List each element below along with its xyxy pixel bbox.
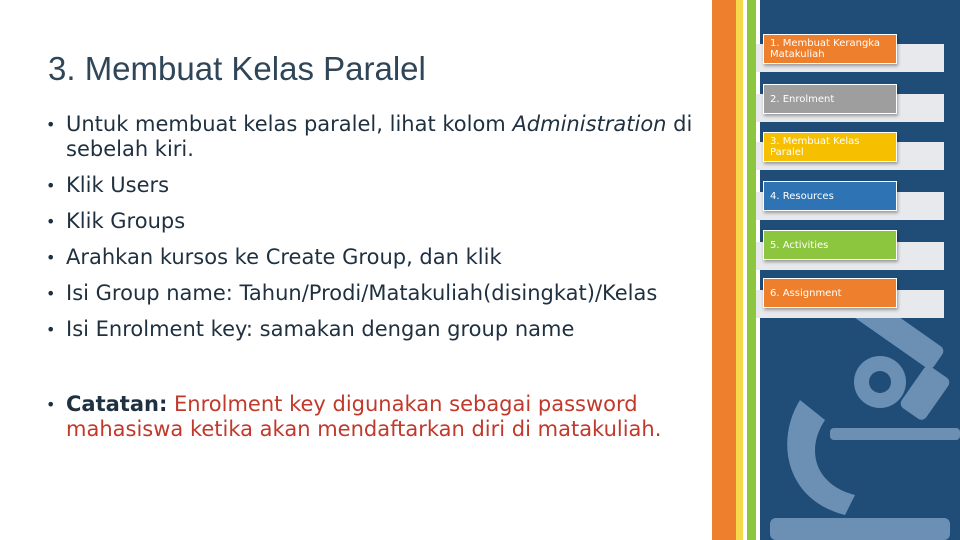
bullet-text: Klik Users	[66, 173, 170, 197]
bullet-text: Isi Group name: Tahun/Prodi/Matakuliah(disingkat)/Kelas	[66, 281, 658, 305]
slide-title: 3. Membuat Kelas Paralel	[48, 50, 426, 87]
administration-term: Administration	[512, 112, 667, 136]
green-stripe	[747, 0, 756, 540]
yellow-stripe	[736, 0, 743, 540]
note-text: Enrolment key digunakan sebagai password mahasiswa ketika akan mendaftarkan diri di matakuliah.	[66, 392, 662, 441]
nav-item-label: 5. Activities	[770, 239, 829, 251]
bullet-text: Untuk membuat kelas paralel, lihat kolom	[66, 112, 513, 136]
list-item	[46, 209, 706, 234]
microscope-icon	[760, 287, 960, 540]
nav-item-enrolment[interactable]	[763, 84, 897, 114]
nav-item-activities[interactable]	[763, 230, 897, 260]
nav-item-membuat-kelas-paralel[interactable]	[763, 132, 897, 162]
nav-item-label: 6. Assignment	[770, 287, 842, 299]
bullet-text: Isi Enrolment key: samakan dengan group name	[66, 317, 575, 341]
nav-item-label: 2. Enrolment	[770, 93, 835, 105]
list-item	[46, 281, 706, 306]
nav-item-assignment[interactable]	[763, 278, 897, 308]
list-item	[46, 317, 706, 342]
list-item	[46, 112, 706, 162]
list-item	[46, 245, 706, 270]
decorative-side-panel	[712, 0, 960, 540]
orange-stripe	[712, 0, 736, 540]
nav-item-resources[interactable]	[763, 181, 897, 211]
nav-item-label: 1. Membuat Kerangka Matakuliah	[770, 38, 881, 60]
bullet-text: di sebelah kiri.	[66, 112, 693, 161]
note-item	[46, 392, 706, 442]
instruction-list	[46, 112, 706, 353]
nav-item-label: 3. Membuat Kelas Paralel	[770, 136, 860, 158]
note-list	[46, 392, 706, 442]
nav-item-membuat-kerangka-matakuliah[interactable]	[763, 34, 897, 64]
nav-item-label: 4. Resources	[770, 190, 834, 202]
list-item	[46, 173, 706, 198]
bullet-text: Arahkan kursos ke Create Group, dan klik	[66, 245, 502, 269]
note-label: Catatan:	[66, 392, 168, 416]
bullet-text: Klik Groups	[66, 209, 186, 233]
